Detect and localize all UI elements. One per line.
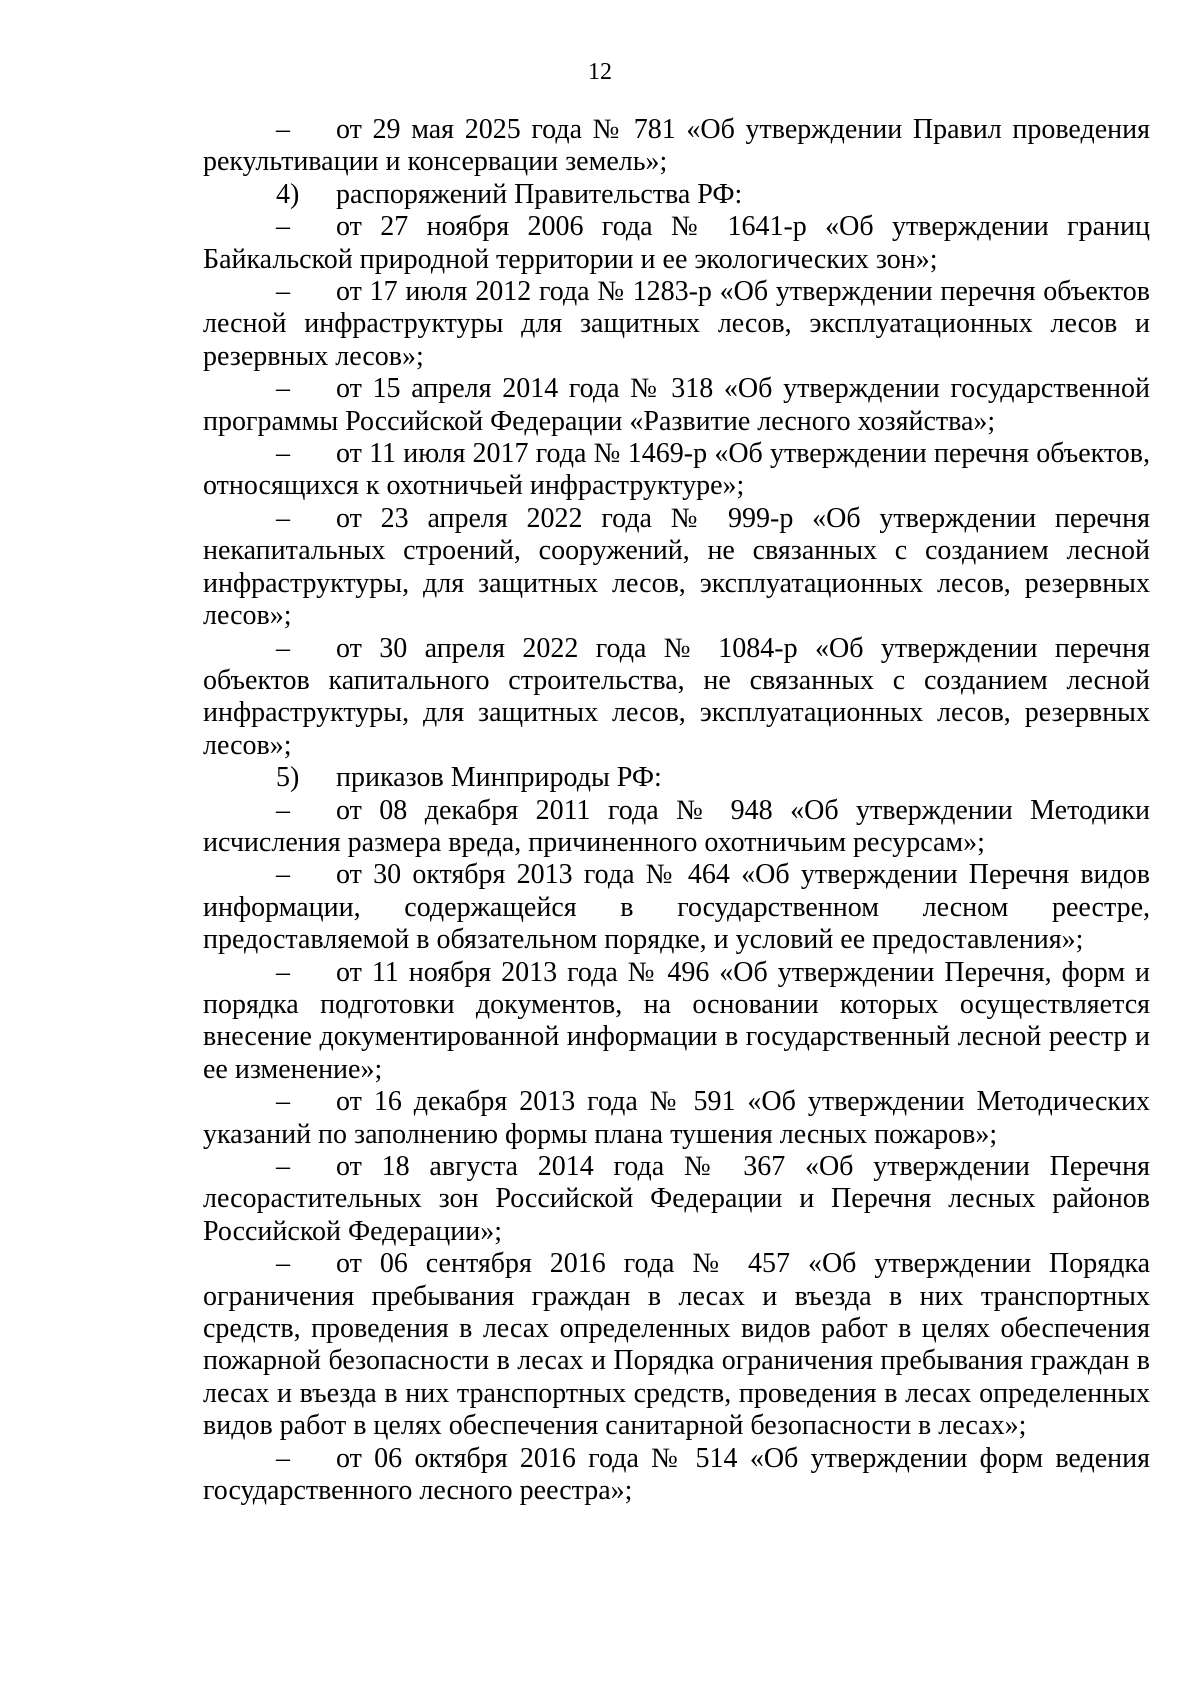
list-item-text: от 11 июля 2017 года № 1469-р «Об утверждении перечня объектов, относящихся к охотничьей инфраструктуре»;: [203, 438, 1150, 502]
list-marker: –: [276, 1442, 290, 1474]
list-marker: –: [276, 502, 290, 534]
list-item-text: от 23 апреля 2022 года № 999-р «Об утверждении перечня некапитальных строений, сооружений, не связанных с созданием лесной инфраструктуры, для защитных лесов, эксплуатационных лесов, резервных лесов»;: [203, 502, 1150, 632]
list-item: [203, 1151, 1150, 1248]
list-item-text: от 27 ноября 2006 года № 1641-р «Об утверждении границ Байкальской природной территории и ее экологических зон»;: [203, 211, 1150, 275]
section-heading: [203, 762, 1150, 794]
list-marker: –: [276, 438, 290, 470]
list-marker: –: [276, 1248, 290, 1280]
list-marker: –: [276, 1151, 290, 1182]
section-heading-text: распоряжений Правительства РФ:: [336, 178, 743, 210]
list-item: [203, 859, 1150, 956]
section-heading: [203, 179, 1150, 211]
list-marker: –: [276, 859, 290, 891]
list-item: [203, 211, 1150, 276]
list-marker: –: [276, 211, 290, 243]
page-number: 12: [588, 59, 612, 85]
list-item-text: от 16 декабря 2013 года № 591 «Об утверждении Методических указаний по заполнению формы плана тушения лесных пожаров»;: [203, 1086, 1150, 1150]
list-marker: –: [276, 632, 290, 664]
section-heading-text: приказов Минприроды РФ:: [336, 762, 662, 794]
list-item-text: от 08 декабря 2011 года № 948 «Об утверждении Методики исчисления размера вреда, причиненного охотничьим ресурсам»;: [203, 794, 1150, 858]
section-number: 4): [276, 178, 300, 210]
list-item: [203, 1086, 1150, 1151]
list-item: [203, 438, 1150, 503]
list-item: [203, 957, 1150, 1087]
list-item: [203, 503, 1150, 633]
list-marker: –: [276, 794, 290, 826]
list-item: [203, 114, 1150, 179]
list-marker: –: [276, 956, 290, 988]
list-item-text: от 18 августа 2014 года № 367 «Об утверждении Перечня лесорастительных зон Российской Федерации и Перечня лесных районов Российской Федерации»;: [203, 1151, 1150, 1247]
list-item-text: от 06 сентября 2016 года № 457 «Об утверждении Порядка ограничения пребывания граждан в лесах и въезда в них транспортных средств, проведения в лесах определенных видов работ в целях обеспечения пожарной безопасности в лесах и Порядка ограничения пребывания граждан в лесах и въезда в них транспортных средств, проведения в лесах определенных видов работ в целях обеспечения санитарной безопасности в лесах»;: [203, 1248, 1150, 1442]
list-item-text: от 11 ноября 2013 года № 496 «Об утверждении Перечня, форм и порядка подготовки документов, на основании которых осуществляется внесение документированной информации в государственный лесной реестр и ее изменение»;: [203, 956, 1150, 1085]
list-item: [203, 373, 1150, 438]
document-body: [203, 114, 1150, 1507]
list-item: [203, 1248, 1150, 1442]
section-number: 5): [276, 762, 300, 794]
list-item-text: от 29 мая 2025 года № 781 «Об утверждении Правил проведения рекультивации и консервации земель»;: [203, 114, 1150, 178]
list-item: [203, 633, 1150, 763]
list-item-text: от 17 июля 2012 года № 1283-р «Об утверждении перечня объектов лесной инфраструктуры для защитных лесов, эксплуатационных лесов и резервных лесов»;: [203, 276, 1150, 372]
list-marker: –: [276, 114, 290, 145]
list-item: [203, 1443, 1150, 1508]
list-item-text: от 06 октября 2016 года № 514 «Об утверждении форм ведения государственного лесного реестра»;: [203, 1442, 1150, 1507]
list-marker: –: [276, 1086, 290, 1118]
list-marker: –: [276, 373, 290, 405]
list-item: [203, 276, 1150, 373]
list-item: [203, 795, 1150, 860]
list-marker: –: [276, 276, 290, 308]
list-item-text: от 30 октября 2013 года № 464 «Об утверждении Перечня видов информации, содержащейся в государственном лесном реестре, предоставляемой в обязательном порядке, и условий ее предоставления»;: [203, 859, 1150, 956]
list-item-text: от 30 апреля 2022 года № 1084-р «Об утверждении перечня объектов капитального строительства, не связанных с созданием лесной инфраструктуры, для защитных лесов, эксплуатационных лесов, резервных лесов»;: [203, 632, 1150, 761]
list-item-text: от 15 апреля 2014 года № 318 «Об утверждении государственной программы Российской Федерации «Развитие лесного хозяйства»;: [203, 373, 1150, 437]
